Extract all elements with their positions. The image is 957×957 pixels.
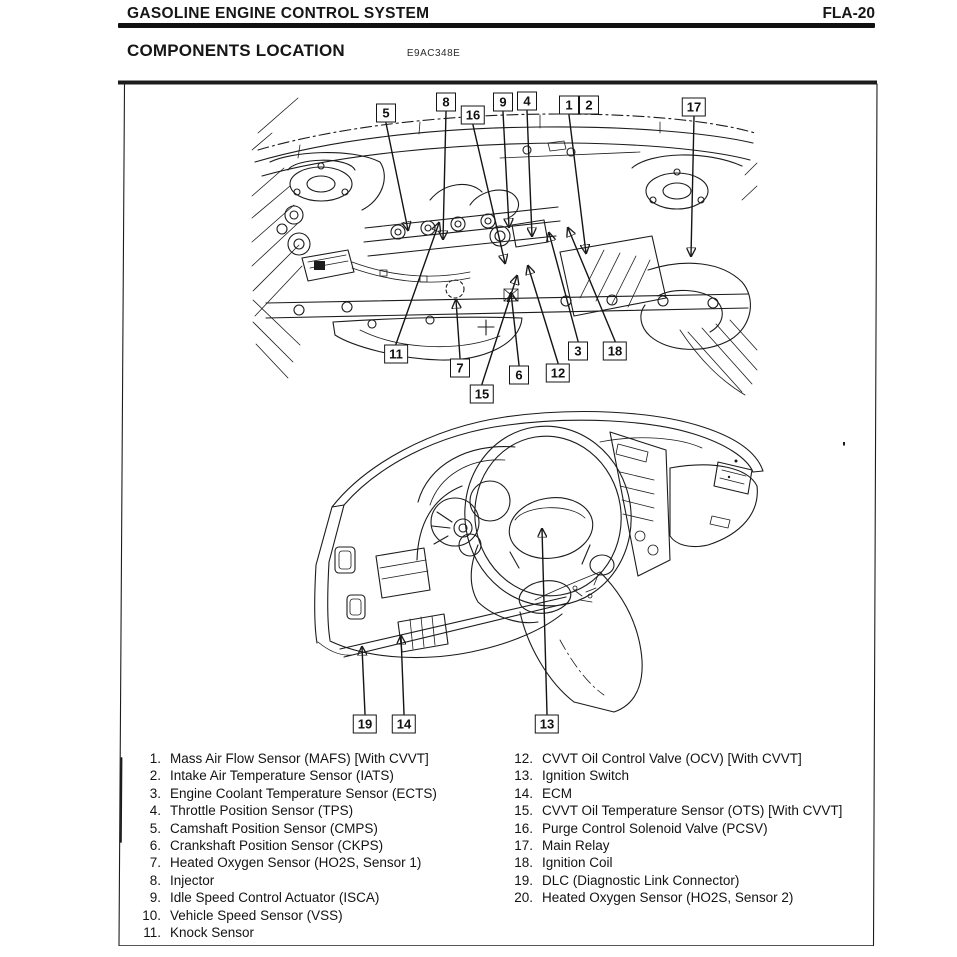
legend-item <box>507 820 865 837</box>
legend-item-label: ECM <box>542 785 572 801</box>
legend-item-label: Heated Oxygen Sensor (HO2S, Sensor 2) <box>542 890 794 906</box>
callout-4: 4 <box>517 92 537 111</box>
legend-item-label: Purge Control Solenoid Valve (PCSV) <box>542 820 768 836</box>
legend-item-label: Injector <box>170 872 215 888</box>
legend-item <box>507 785 865 802</box>
legend-item <box>135 802 507 819</box>
legend-item <box>135 889 507 906</box>
legend-item-number: 14. <box>514 785 533 801</box>
legend-item-number: 20. <box>514 890 533 906</box>
legend-item-number: 3. <box>149 785 161 801</box>
legend-item-label: Idle Speed Control Actuator (ISCA) <box>170 890 380 906</box>
legend-item-label: Vehicle Speed Sensor (VSS) <box>170 907 343 923</box>
legend-item-label: Ignition Coil <box>542 855 613 871</box>
callout-5: 5 <box>376 104 396 123</box>
legend-item-number: 11. <box>143 925 161 941</box>
callout-13: 13 <box>535 715 559 734</box>
legend-item <box>507 872 865 889</box>
legend-item-label: Main Relay <box>542 838 610 854</box>
legend-item <box>135 854 507 871</box>
legend-item-number: 10. <box>142 907 161 923</box>
callout-18: 18 <box>603 342 627 361</box>
page-number: FLA-20 <box>822 5 875 22</box>
callout-14: 14 <box>392 715 416 734</box>
legend-column-right <box>507 750 865 941</box>
legend-item-number: 1. <box>149 751 161 766</box>
legend-item <box>135 785 507 802</box>
legend-item <box>135 907 507 924</box>
legend-item-number: 17. <box>514 838 533 854</box>
legend-item-number: 2. <box>149 768 161 784</box>
legend-item-label: Camshaft Position Sensor (CMPS) <box>170 820 378 836</box>
dashboard-illustration <box>315 412 763 712</box>
legend-item <box>507 767 865 784</box>
legend-item-number: 19. <box>514 872 533 888</box>
legend-item-number: 18. <box>514 855 533 871</box>
legend-item <box>507 854 865 871</box>
legend-item-label: Mass Air Flow Sensor (MAFS) [With CVVT] <box>170 751 429 766</box>
legend-item-label: Heated Oxygen Sensor (HO2S, Sensor 1) <box>170 855 422 871</box>
legend-item-number: 6. <box>149 838 161 854</box>
page-title: GASOLINE ENGINE CONTROL SYSTEM <box>127 5 430 22</box>
legend-item <box>507 802 865 819</box>
callout-6: 6 <box>509 366 529 385</box>
legend-item-label: CVVT Oil Temperature Sensor (OTS) [With CVVT] <box>542 803 843 819</box>
legend-item-label: CVVT Oil Control Valve (OCV) [With CVVT] <box>542 751 802 766</box>
legend-item <box>507 889 865 906</box>
callout-8: 8 <box>436 93 456 112</box>
legend-item-number: 13. <box>514 768 533 784</box>
legend-item-label: Crankshaft Position Sensor (CKPS) <box>170 838 384 854</box>
legend-item-label: Engine Coolant Temperature Sensor (ECTS) <box>170 785 437 801</box>
legend-item <box>135 767 507 784</box>
figure-code: E9AC348E <box>406 48 461 59</box>
legend-item <box>135 837 507 854</box>
legend-item <box>507 837 865 854</box>
legend-item-label: Ignition Switch <box>542 768 630 784</box>
component-legend <box>135 750 865 941</box>
legend-item <box>507 750 865 767</box>
legend-item-label: DLC (Diagnostic Link Connector) <box>542 872 740 888</box>
legend-item-number: 4. <box>149 803 161 819</box>
legend-item-number: 15. <box>514 803 533 819</box>
legend-item-number: 16. <box>514 820 533 836</box>
callout-9: 9 <box>493 93 513 112</box>
legend-item <box>135 820 507 837</box>
callout-12: 12 <box>546 364 570 383</box>
callout-7: 7 <box>450 359 470 378</box>
legend-item-label: Throttle Position Sensor (TPS) <box>170 803 354 819</box>
legend-column-left <box>135 750 507 941</box>
callout-16: 16 <box>461 106 485 125</box>
legend-item <box>135 924 507 941</box>
section-title: COMPONENTS LOCATION <box>127 41 345 60</box>
legend-item <box>135 750 507 767</box>
legend-item-number: 9. <box>149 890 161 906</box>
callout-17: 17 <box>682 98 706 117</box>
callout-leader-lines <box>362 111 694 714</box>
callout-2: 2 <box>579 96 599 115</box>
legend-item-number: 7. <box>149 855 161 871</box>
legend-item <box>135 872 507 889</box>
callout-3: 3 <box>568 342 588 361</box>
legend-item-label: Knock Sensor <box>170 925 255 941</box>
callout-11: 11 <box>384 345 408 364</box>
legend-item-number: 8. <box>149 872 161 888</box>
legend-item-number: 5. <box>149 820 161 836</box>
callout-1: 1 <box>559 96 579 115</box>
callout-19: 19 <box>353 715 377 734</box>
legend-item-number: 12. <box>514 751 533 766</box>
callout-15: 15 <box>470 385 494 404</box>
legend-item-label: Intake Air Temperature Sensor (IATS) <box>170 768 394 784</box>
